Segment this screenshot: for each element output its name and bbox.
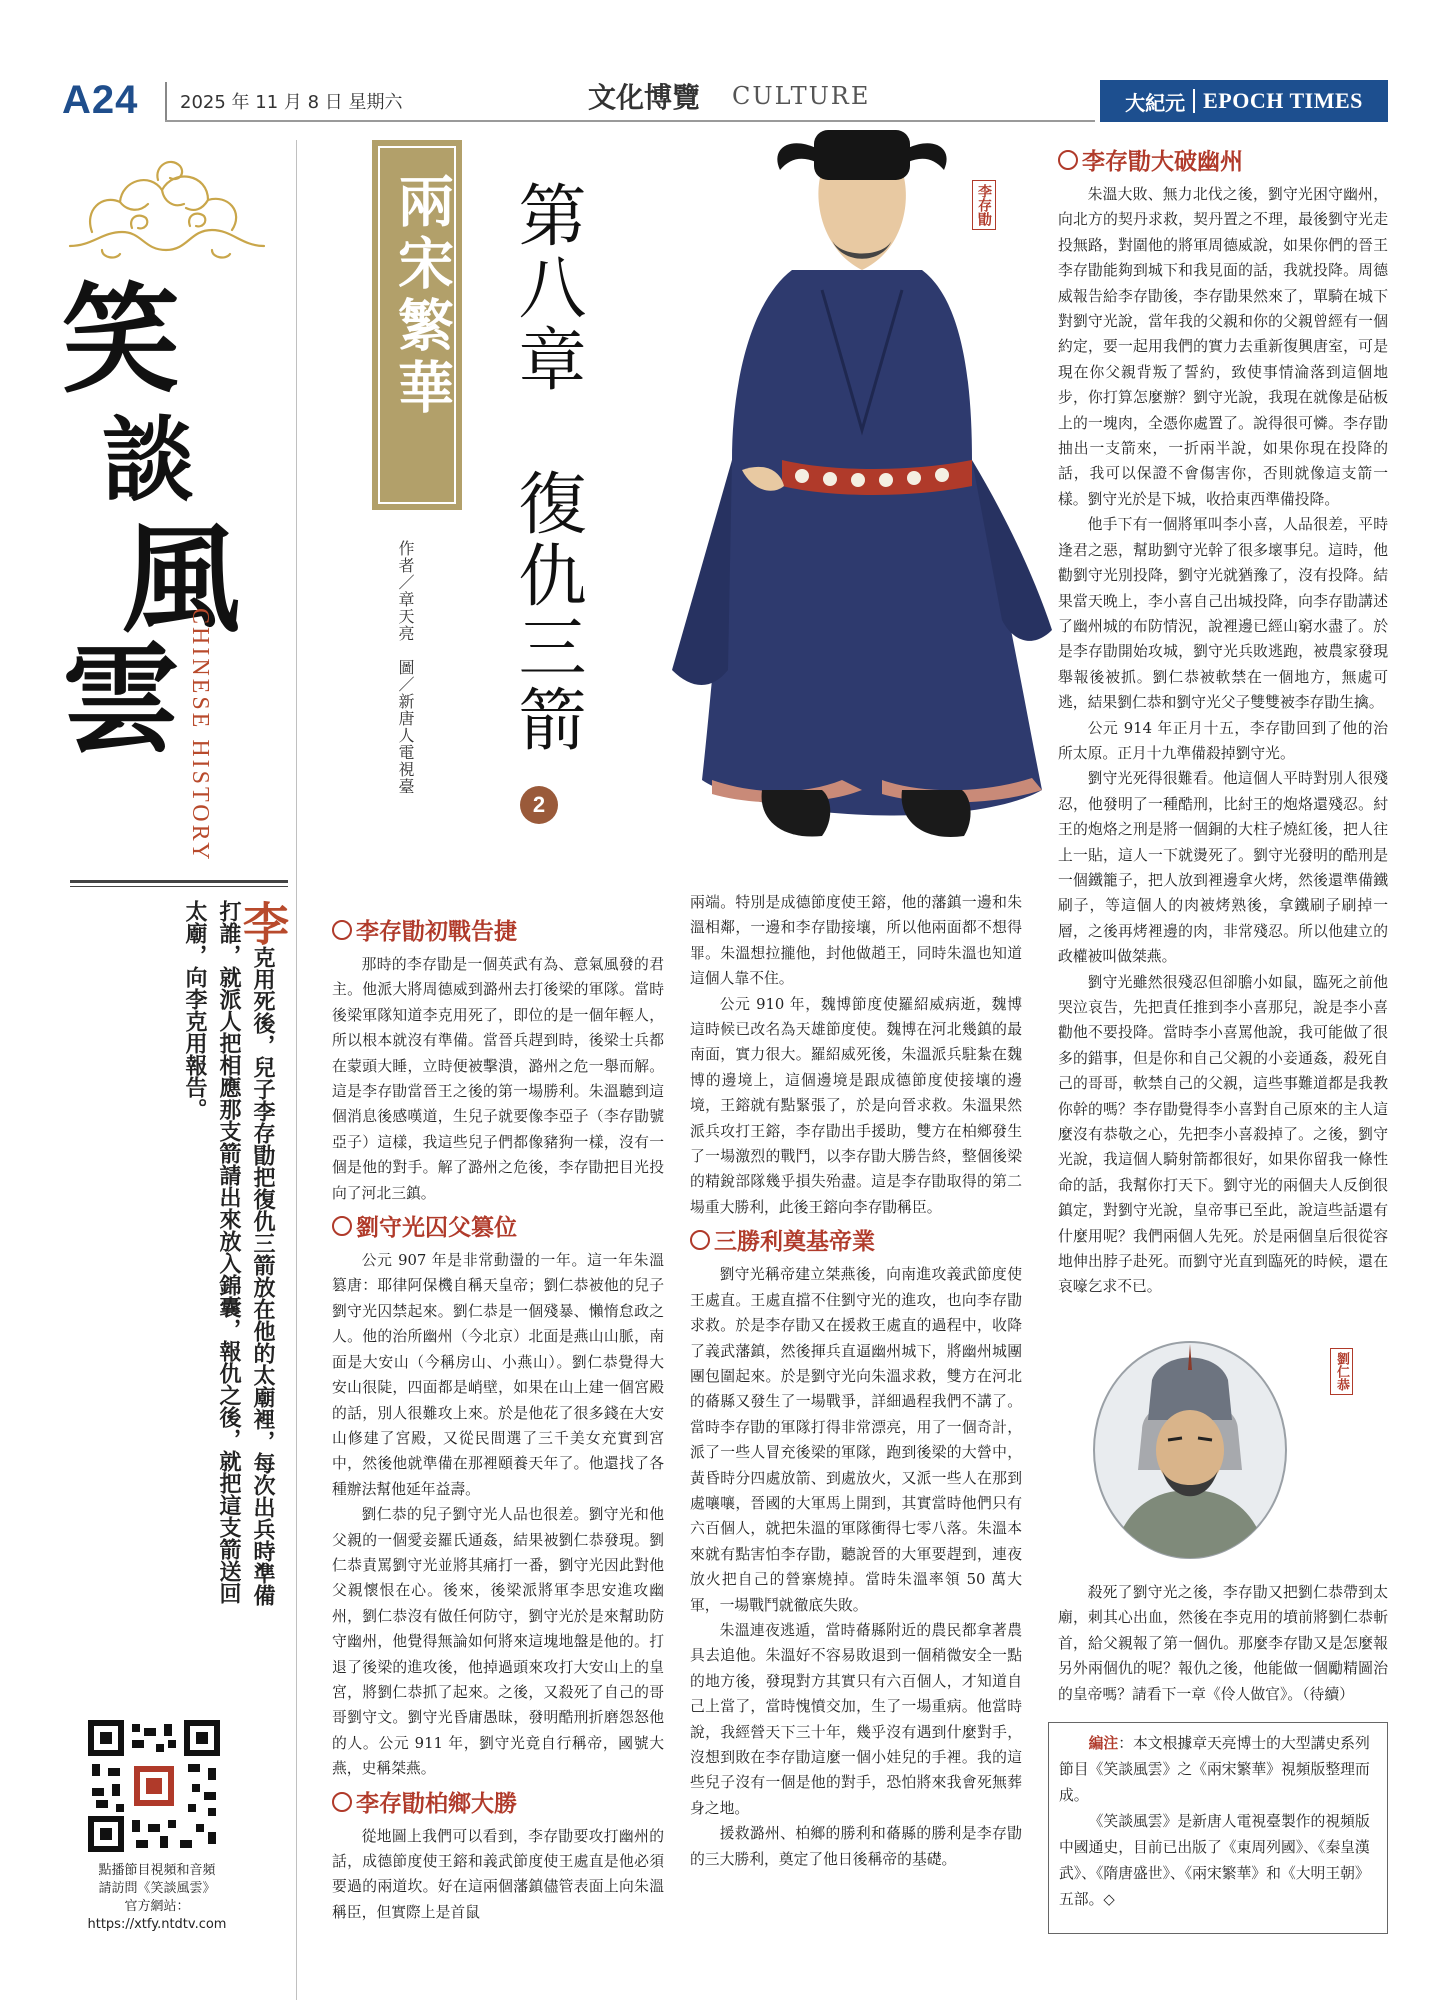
article-paragraph: 劉守光雖然很殘忍但卻膽小如鼠，臨死之前他哭泣哀告，先把責任推到李小喜那兒，說是李小喜勸他不要投降。當時李小喜罵他說，我可能做了很多的錯事，但是你和自己父親的小妾通姦，殺死自己的哥哥，軟禁自己的父親，這些事難道都是我教你幹的嗎？李存勖覺得李小喜對自己原來的主人這麼沒有恭敬之心，先把李小喜殺掉了。之後，劉守光說，我這個人騎射箭都很好，如果你留我一條性命的話，我幫你打天下。劉守光的兩個夫人反倒很鎮定，對劉守光說，皇帝事已至此，說這些話還有什麼用呢？我們兩個人先死。於是兩個皇后很從容地伸出脖子赴死。而劉守光直到臨死的時候，還在哀嚎乞求不已。 <box>1058 973 1388 1296</box>
page-number: A24 <box>62 78 139 122</box>
column-title <box>62 270 252 769</box>
column-title-en: CHINESE HISTORY <box>187 608 213 863</box>
column-title-char: 雲 <box>62 630 181 769</box>
article-paragraph: 公元 910 年，魏博節度使羅紹威病逝，魏博這時候已改名為天雄節度使。魏博在河北幾鎮的最南面，實力很大。羅紹威死後，朱溫派兵駐紮在魏博的邊境上，這個邊境是跟成德節度使接壤的邊境，王鎔就有點緊張了，於是向晉求救。朱溫果然派兵攻打王鎔，李存勖出手援助，雙方在柏鄉發生了一場激烈的戰鬥，以李存勖大勝告終，整個後梁的精銳部隊幾乎損失殆盡。這是李存勖取得的第二場重大勝利，此後王鎔向李存勖稱臣。 <box>690 995 1022 1216</box>
intro-rule <box>70 880 288 883</box>
heading-ring-icon <box>332 1216 352 1236</box>
section-heading-text: 三勝利奠基帝業 <box>714 1229 875 1256</box>
part-number-badge: 2 <box>520 786 558 824</box>
portrait-label: 李存勖 <box>972 180 996 230</box>
article-paragraph: 朱溫連夜逃遁，當時蓨縣附近的農民都拿著農具去追他。朱溫好不容易敗退到一個稍微安全一點的地方後，發現對方其實只有六百個人，才知道自己上當了，當時愧憤交加，生了一場重病。他當時說，我經營天下三十年，幾乎沒有遇到什麼對手，沒想到敗在李存勖這麼一個小娃兒的手裡。我的這些兒子沒有一個是他的對手，恐怕將來我會死無葬身之地。 <box>690 1621 1022 1817</box>
issue-date: 2025 年 11 月 8 日 星期六 <box>180 92 403 113</box>
series-title: 兩宋繁華 <box>389 172 455 420</box>
masthead-en: EPOCH TIMES <box>1203 88 1363 113</box>
intro-blurb <box>90 900 290 1620</box>
series-banner <box>372 140 462 510</box>
article-column-c <box>1058 140 1388 1300</box>
article-paragraph: 公元 914 年正月十五，李存勖回到了他的治所太原。正月十九準備殺掉劉守光。 <box>1058 719 1388 762</box>
section-name-en: CULTURE <box>732 82 871 110</box>
section-heading <box>690 1224 1022 1260</box>
heading-ring-icon <box>332 920 352 940</box>
article-paragraph: 從地圖上我們可以看到，李存勖要攻打幽州的話，成德節度使王鎔和義武節度使王處直是他必須要過的兩道坎。好在這兩個藩鎮儘管表面上向朱溫稱臣，但實際上是首鼠 <box>332 1827 664 1921</box>
article-paragraph: 那時的李存勖是一個英武有為、意氣風發的君主。他派大將周德威到潞州去打後梁的軍隊。當時後梁軍隊知道李克用死了，即位的是一個年輕人，所以根本就沒有準備。當晉兵趕到時，後梁士兵都在蒙頭大睡，立時便被擊潰，潞州之危一舉而解。這是李存勖當晉王之後的第一場勝利。朱溫聽到這個消息後感嘆道，生兒子就要像李亞子（李存勖號亞子）這樣，我這些兒子們都像豬狗一樣，沒有一個是他的對手。解了潞州之危後，李存勖把目光投向了河北三鎮。 <box>332 956 664 1202</box>
heading-ring-icon <box>1058 150 1078 170</box>
article-ending <box>1058 1580 1388 1707</box>
heading-ring-icon <box>332 1792 352 1812</box>
article-column-b <box>690 890 1022 1872</box>
intro-drop-cap: 李 <box>236 900 290 946</box>
qr-code-icon[interactable] <box>88 1720 220 1852</box>
chapter-title: 第八章 復仇三箭 <box>507 180 586 756</box>
heading-ring-icon <box>690 1230 710 1250</box>
li-cunxu-portrait <box>672 130 1062 870</box>
article-paragraph: 劉守光死得很難看。他這個人平時對別人很殘忍，他發明了一種酷刑，比紂王的炮烙還殘忍。紂王的炮烙之刑是將一個銅的大柱子燒紅後，把人往上一貼，這人一下就燙死了。劉守光發明的酷刑是一個鐵籠子，把人放到裡邊拿火烤，然後還準備鐵刷子，等這個人的肉被烤熟後，拿鐵刷子刷掉一層，之後再烤裡邊的肉，非常殘忍。所以他建立的政權被叫做桀燕。 <box>1058 770 1388 966</box>
qr-caption-line: 請訪問《笑談風雲》 <box>98 1881 216 1896</box>
qr-caption <box>72 1862 242 1934</box>
qr-caption-line: 點播節目視頻和音頻 <box>98 1863 216 1878</box>
editor-note-text: ：本文根據章天亮博士的大型講史系列節目《笑談風雲》之《兩宋繁華》視頻版整理而成。 <box>1059 1735 1370 1804</box>
masthead-zh: 大紀元 <box>1125 90 1186 115</box>
article-paragraph: 公元 907 年是非常動盪的一年。這一年朱溫篡唐：耶律阿保機自稱天皇帝；劉仁恭被他的兒子劉守光囚禁起來。劉仁恭是一個殘暴、懶惰怠政之人。他的治所幽州（今北京）北面是燕山山脈，南面是大安山（今稱房山、小燕山）。劉仁恭覺得大安山很陡，四面都是峭壁，如果在山上建一個宮殿的話，別人很難攻上來。於是他花了很多錢在大安山修建了宮殿，又從民間選了三千美女充實到宮中，然後他就準備在那裡頤養天年了。他還找了各種辦法幫他延年益壽。 <box>332 1252 664 1498</box>
article-paragraph: 朱溫大敗、無力北伐之後，劉守光困守幽州，向北方的契丹求救，契丹置之不理，最後劉守光走投無路，對圍他的將軍周德威說，如果你們的晉王李存勖能夠到城下和我見面的話，我就投降。周德威報告給李存勖後，李存勖果然來了，單騎在城下對劉守光說，當年我的父親和你的父親曾經有一個約定，要一起用我們的實力去重新復興唐室，可是現在你父親背叛了誓約，致使事情淪落到這個地步，你打算怎麼辦？劉守光說，我現在就像是砧板上的一塊肉，全憑你處置了。說得很可憐。李存勖抽出一支箭來，一折兩半說，如果你現在投降的話，我可以保證不會傷害你，否則就像這支箭一樣。劉守光於是下城，收拾東西準備投降。 <box>1058 186 1388 508</box>
editor-note <box>1048 1722 1388 1934</box>
masthead-logo <box>1100 80 1388 122</box>
section-heading <box>332 1786 664 1822</box>
intro-rule-thin <box>70 886 288 887</box>
article-paragraph: 殺死了劉守光之後，李存勖又把劉仁恭帶到太廟，刺其心出血，然後在李克用的墳前將劉仁恭斬首，給父親報了第一個仇。那麼李存勖又是怎麼報另外兩個仇的呢？報仇之後，他能做一個勵精圖治的皇帝嗎？請看下一章《伶人做官》。（待續） <box>1058 1584 1388 1703</box>
section-heading-text: 李存勖柏鄉大勝 <box>356 1790 517 1817</box>
section-heading-text: 李存勖初戰告捷 <box>356 919 517 945</box>
article-paragraph: 他手下有一個將軍叫李小喜，人品很差，平時逢君之惡，幫助劉守光幹了很多壞事兒。這時，他勸劉守光別投降，劉守光就猶豫了，沒有投降。結果當天晚上，李小喜自己出城投降，向李存勖講述了幽州城的布防情況，說裡邊已經山窮水盡了。於是李存勖開始攻城，劉守光兵敗逃跑，被農家發現舉報後被抓。劉仁恭被軟禁在一個地方，無處可逃，結果劉仁恭和劉守光父子雙雙被李存勖生擒。 <box>1058 516 1388 712</box>
liu-rengong-portrait <box>1092 1340 1288 1560</box>
column-title-char: 笑 <box>62 270 181 409</box>
qr-caption-line: 官方網站： <box>124 1899 190 1914</box>
article-paragraph: 援救潞州、柏鄉的勝利和蓨縣的勝利是李存勖的三大勝利，奠定了他日後稱帝的基礎。 <box>690 1825 1022 1868</box>
section-heading-text: 劉守光囚父篡位 <box>356 1215 517 1242</box>
inset-label: 劉仁恭 <box>1330 1348 1353 1395</box>
editor-note-text: 《笑談風雲》是新唐人電視臺製作的視頻版中國通史，目前已出版了《東周列國》、《秦皇漢武》、《隋唐盛世》、《兩宋繁華》和《大明王朝》五部。◇ <box>1059 1813 1370 1908</box>
header-rule <box>165 120 1095 122</box>
article-paragraph: 兩端。特別是成德節度使王鎔，他的藩鎮一邊和朱溫相鄰，一邊和李存勖接壤，所以他兩面都不想得罪。朱溫想拉攏他，封他做趙王，同時朱溫也知道這個人靠不住。 <box>690 894 1022 988</box>
section-heading <box>332 914 664 950</box>
header-divider <box>165 82 167 122</box>
cloud-ornament-icon <box>62 150 272 265</box>
section-heading <box>1058 144 1388 180</box>
byline: 作者／章天亮 圖／新唐人電視臺 <box>396 540 415 795</box>
article-column-a <box>332 910 664 1925</box>
qr-caption-url[interactable]: https://xtfy.ntdtv.com <box>87 1917 227 1932</box>
section-heading-text: 李存勖大破幽州 <box>1082 149 1243 175</box>
masthead-separator <box>1193 89 1195 113</box>
column-title-char: 風 <box>122 510 241 649</box>
column-divider <box>296 140 297 2000</box>
column-title-char: 談 <box>102 406 195 514</box>
section-heading <box>332 1210 664 1246</box>
intro-text: 克用死後，兒子李存勖把復仇三箭放在他的太廟裡，每次出兵時準備打誰，就派人把相應那支箭請出來放入錦囊，報仇之後，就把這支箭送回太廟，向李克用報告。 <box>182 900 276 1606</box>
editor-note-label: 編注 <box>1088 1735 1119 1752</box>
section-name: 文化博覽 <box>588 81 701 114</box>
article-paragraph: 劉仁恭的兒子劉守光人品也很差。劉守光和他父親的一個愛妾羅氏通姦，結果被劉仁恭發現。劉仁恭責罵劉守光並將其痛打一番，劉守光因此對他父親懷恨在心。後來，後梁派將軍李思安進攻幽州，劉仁恭沒有做任何防守，劉守光於是來幫助防守幽州，他覺得無論如何將來這塊地盤是他的。打退了後梁的進攻後，他掉過頭來攻打大安山上的皇宮，將劉仁恭抓了起來。之後，又殺死了自己的哥哥劉守文。劉守光昏庸愚昧，發明酷刑折磨怨怒他的人。公元 911 年，劉守光竟自行稱帝，國號大燕，史稱桀燕。 <box>332 1506 664 1778</box>
article-paragraph: 劉守光稱帝建立桀燕後，向南進攻義武節度使王處直。王處直擋不住劉守光的進攻，也向李存勖求救。於是李存勖又在援救王處直的過程中，收降了義武藩鎮，然後揮兵直逼幽州城下，將幽州城團團包圍起來。於是劉守光向朱溫求救，雙方在河北的蓨縣又發生了一場戰爭，詳細過程我們不講了。當時李存勖的軍隊打得非常漂亮，用了一個奇計，派了一些人冒充後梁的軍隊，跑到後梁的大營中，黃昏時分四處放箭、到處放火，又派一些人在那到處嚷嚷，晉國的大軍馬上開到，其實當時他們只有六百個人，就把朱溫的軍隊衝得七零八落。朱溫本來就有點害怕李存勖，聽說晉的大軍要趕到，連夜放火把自己的營寨燒掉。當時朱溫率領 50 萬大軍，一場戰鬥就徹底失敗。 <box>690 1266 1022 1614</box>
